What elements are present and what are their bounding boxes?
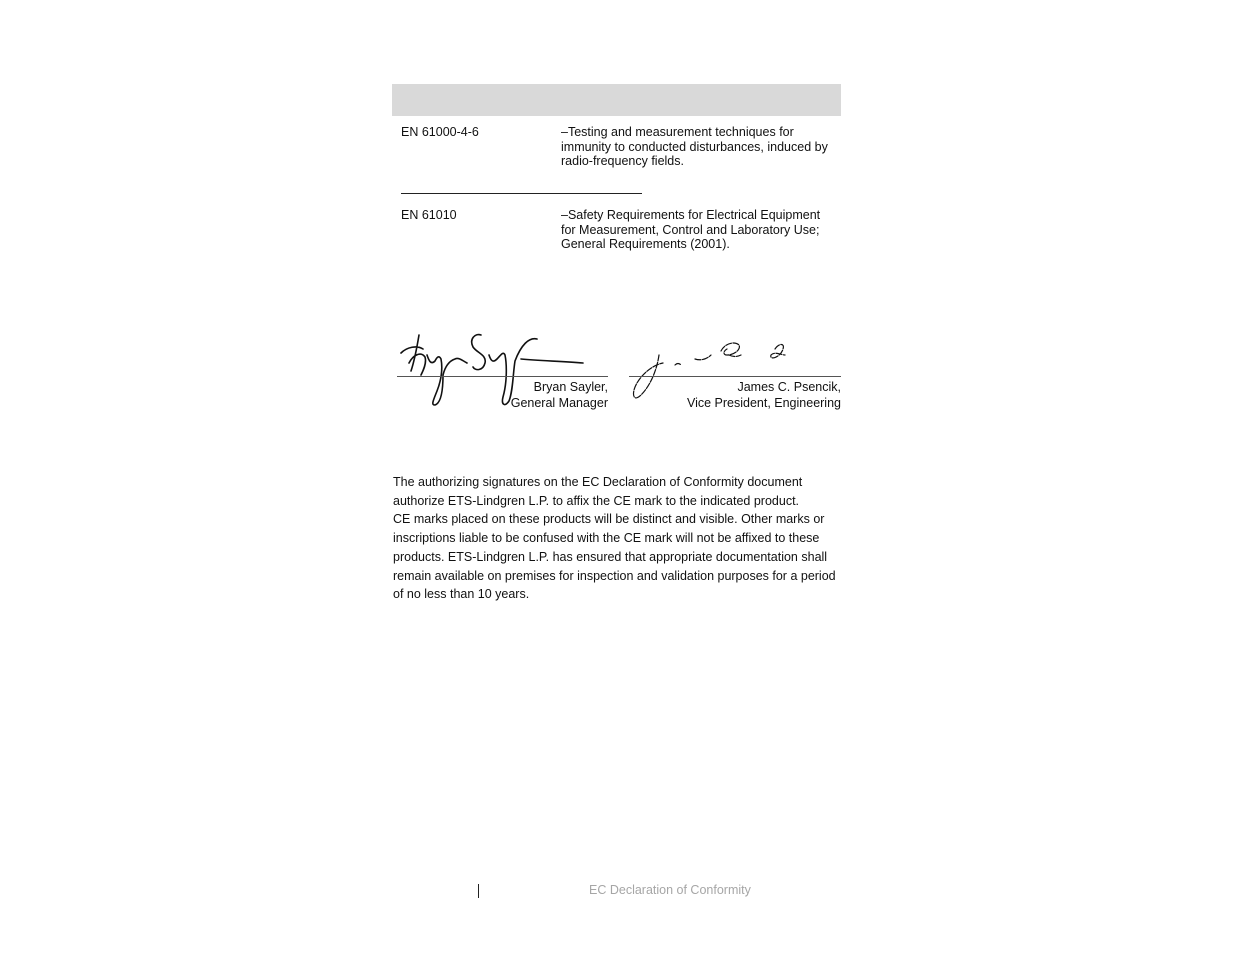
standard-description: –Safety Requirements for Electrical Equipment for Measurement, Control and Laboratory Use; General Requirements (2001). — [561, 208, 821, 252]
footer-separator — [478, 884, 479, 898]
standard-description: –Testing and measurement techniques for immunity to conducted disturbances, induced by radio-frequency fields. — [561, 125, 828, 169]
section-divider — [401, 193, 642, 194]
signatory-title: General Manager — [510, 396, 608, 410]
standard-code: EN 61000-4-6 — [401, 125, 479, 139]
signatory-name: Bryan Sayler, — [533, 380, 608, 394]
footer-document-title: EC Declaration of Conformity — [589, 883, 751, 897]
body-paragraph: CE marks placed on these products will be distinct and visible. Other marks or inscriptions liable to be confused with the CE mark will not be affixed to these products. ETS-Lindgren L.P. has ensured that appropriate documentation shall remain available on premises for inspection and validation purposes for a period of no less than 10 years. — [393, 512, 836, 602]
signature-block-general-manager — [397, 325, 608, 415]
table-header-bar — [392, 84, 841, 116]
signature-line — [397, 376, 608, 377]
signature-line — [629, 376, 841, 377]
signature-block-vp-engineering — [629, 335, 841, 415]
authorization-statement — [393, 473, 843, 604]
standard-code: EN 61010 — [401, 208, 457, 222]
signatory-name: James C. Psencik, — [737, 380, 841, 394]
body-paragraph: The authorizing signatures on the EC Declaration of Conformity document authorize ETS-Lindgren L.P. to affix the CE mark to the indicated product. — [393, 475, 803, 508]
signatory-title: Vice President, Engineering — [686, 396, 841, 410]
